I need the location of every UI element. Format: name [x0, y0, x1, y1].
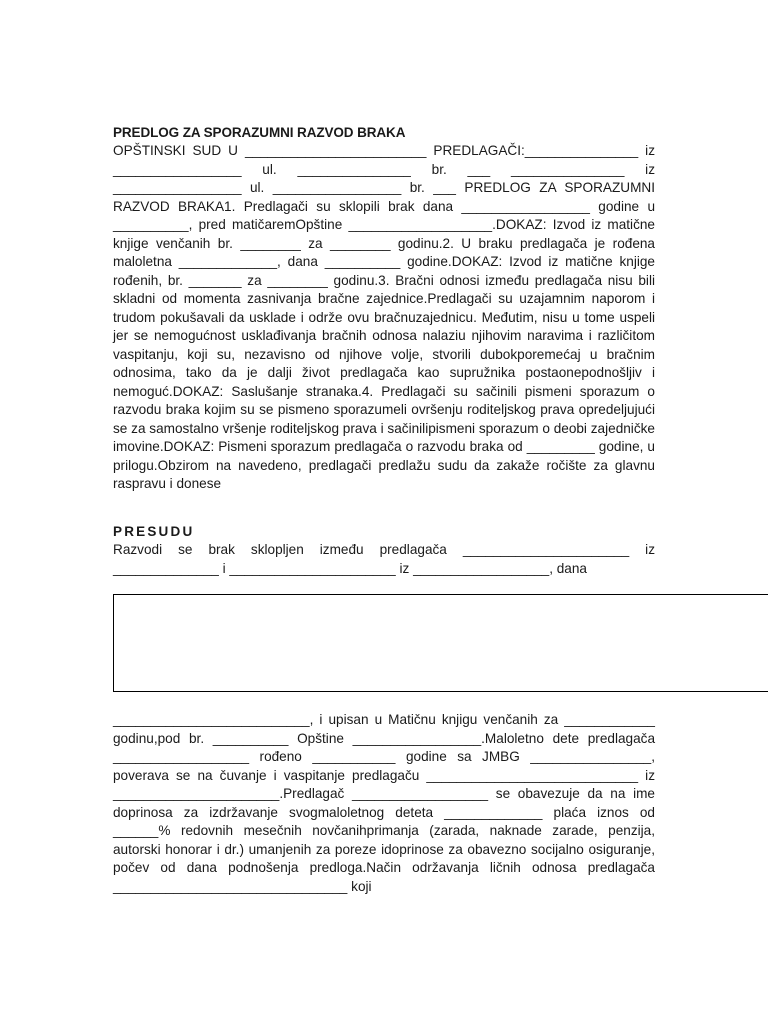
body-paragraph: OPŠTINSKI SUD U ________________________ PREDLAGAČI:_______________ iz _________________ ul. _______________ br. ___ _______________ iz _________________ ul. _________________ br. ___ PREDLOG ZA SPORAZUMNI RAZVOD BRAKA1. Predlagači su sklopili brak dana _________________ godine u __________, pred matičaremOpštine ___________________.DOKAZ: Izvod iz matične knjige venčanih br. ________ za ________ godinu.2. U braku predlagača je rođena maloletna _____________, dana __________ godine.DOKAZ: Izvod iz matične knjige rođenih, br. _______ za ________ godinu.3. Bračni odnosi između predlagača nisu bili skladni od momenta zasnivanja bračne zajednice.Predlagači su uzajamnim naporom i trudom pokušavali da usklade i održe ovu bračnuzajednicu. Međutim, nisu u tome uspeli jer se nemogućnost usklađivanja bračnih odnosa nalaziu njihovim naravima i različitom vaspitanju, koji su, nezavisno od njihove volje, stvorili dubokporemećaj u bračnim odnosima, tako da je dalji život predlagača kao supružnika postaonepodnošljiv i nemoguć.DOKAZ: Saslušanje stranaka.4. Predlagači su sačinili pismeni sporazum o razvodu braka kojim su se pismeno sporazumeli ovršenju roditeljskog prava opredeljujući se za samostalno vršenje roditeljskog prava i sačinilipismeni sporazum o deobi zajedničke imovine.DOKAZ: Pismeni sporazum predlagača o razvodu braka od _________ godine, u prilogu.Obzirom na navedeno, predlagači predlažu sudu da zakaže ročište za glavnu raspravu i donese [113, 143, 655, 491]
continuation-paragraph: __________________________, i upisan u Matičnu knjigu venčanih za ____________ godinu,pod br. __________ Opštine _________________.Maloletno dete predlagača __________________ rođeno ___________ godine sa JMBG ________________, poverava se na čuvanje i vaspitanje predlagaču ____________________________ iz ______________________.Predlagač __________________ se obavezuje da na ime doprinosa za izdržavanje svogmaloletnog deteta _____________ plaća iznos od ______% redovnih mesečnih novčanihprimanja (zarada, naknade zarade, penzija, autorski honorar i dr.) umanjenih za poreze idoprinose za obavezno socijalno osiguranje, počev od dana podnošenja predloga.Način održavanja ličnih odnosa predlagača _______________________________ koji [113, 712, 655, 894]
blank-input-box[interactable] [113, 594, 768, 692]
decision-paragraph: Razvodi se brak sklopljen između predlagača ______________________ iz ______________ i ______________________ iz __________________, dana [113, 542, 655, 576]
decision-heading: PRESUDU [113, 524, 195, 539]
document-title: PREDLOG ZA SPORAZUMNI RAZVOD BRAKA [113, 125, 406, 140]
